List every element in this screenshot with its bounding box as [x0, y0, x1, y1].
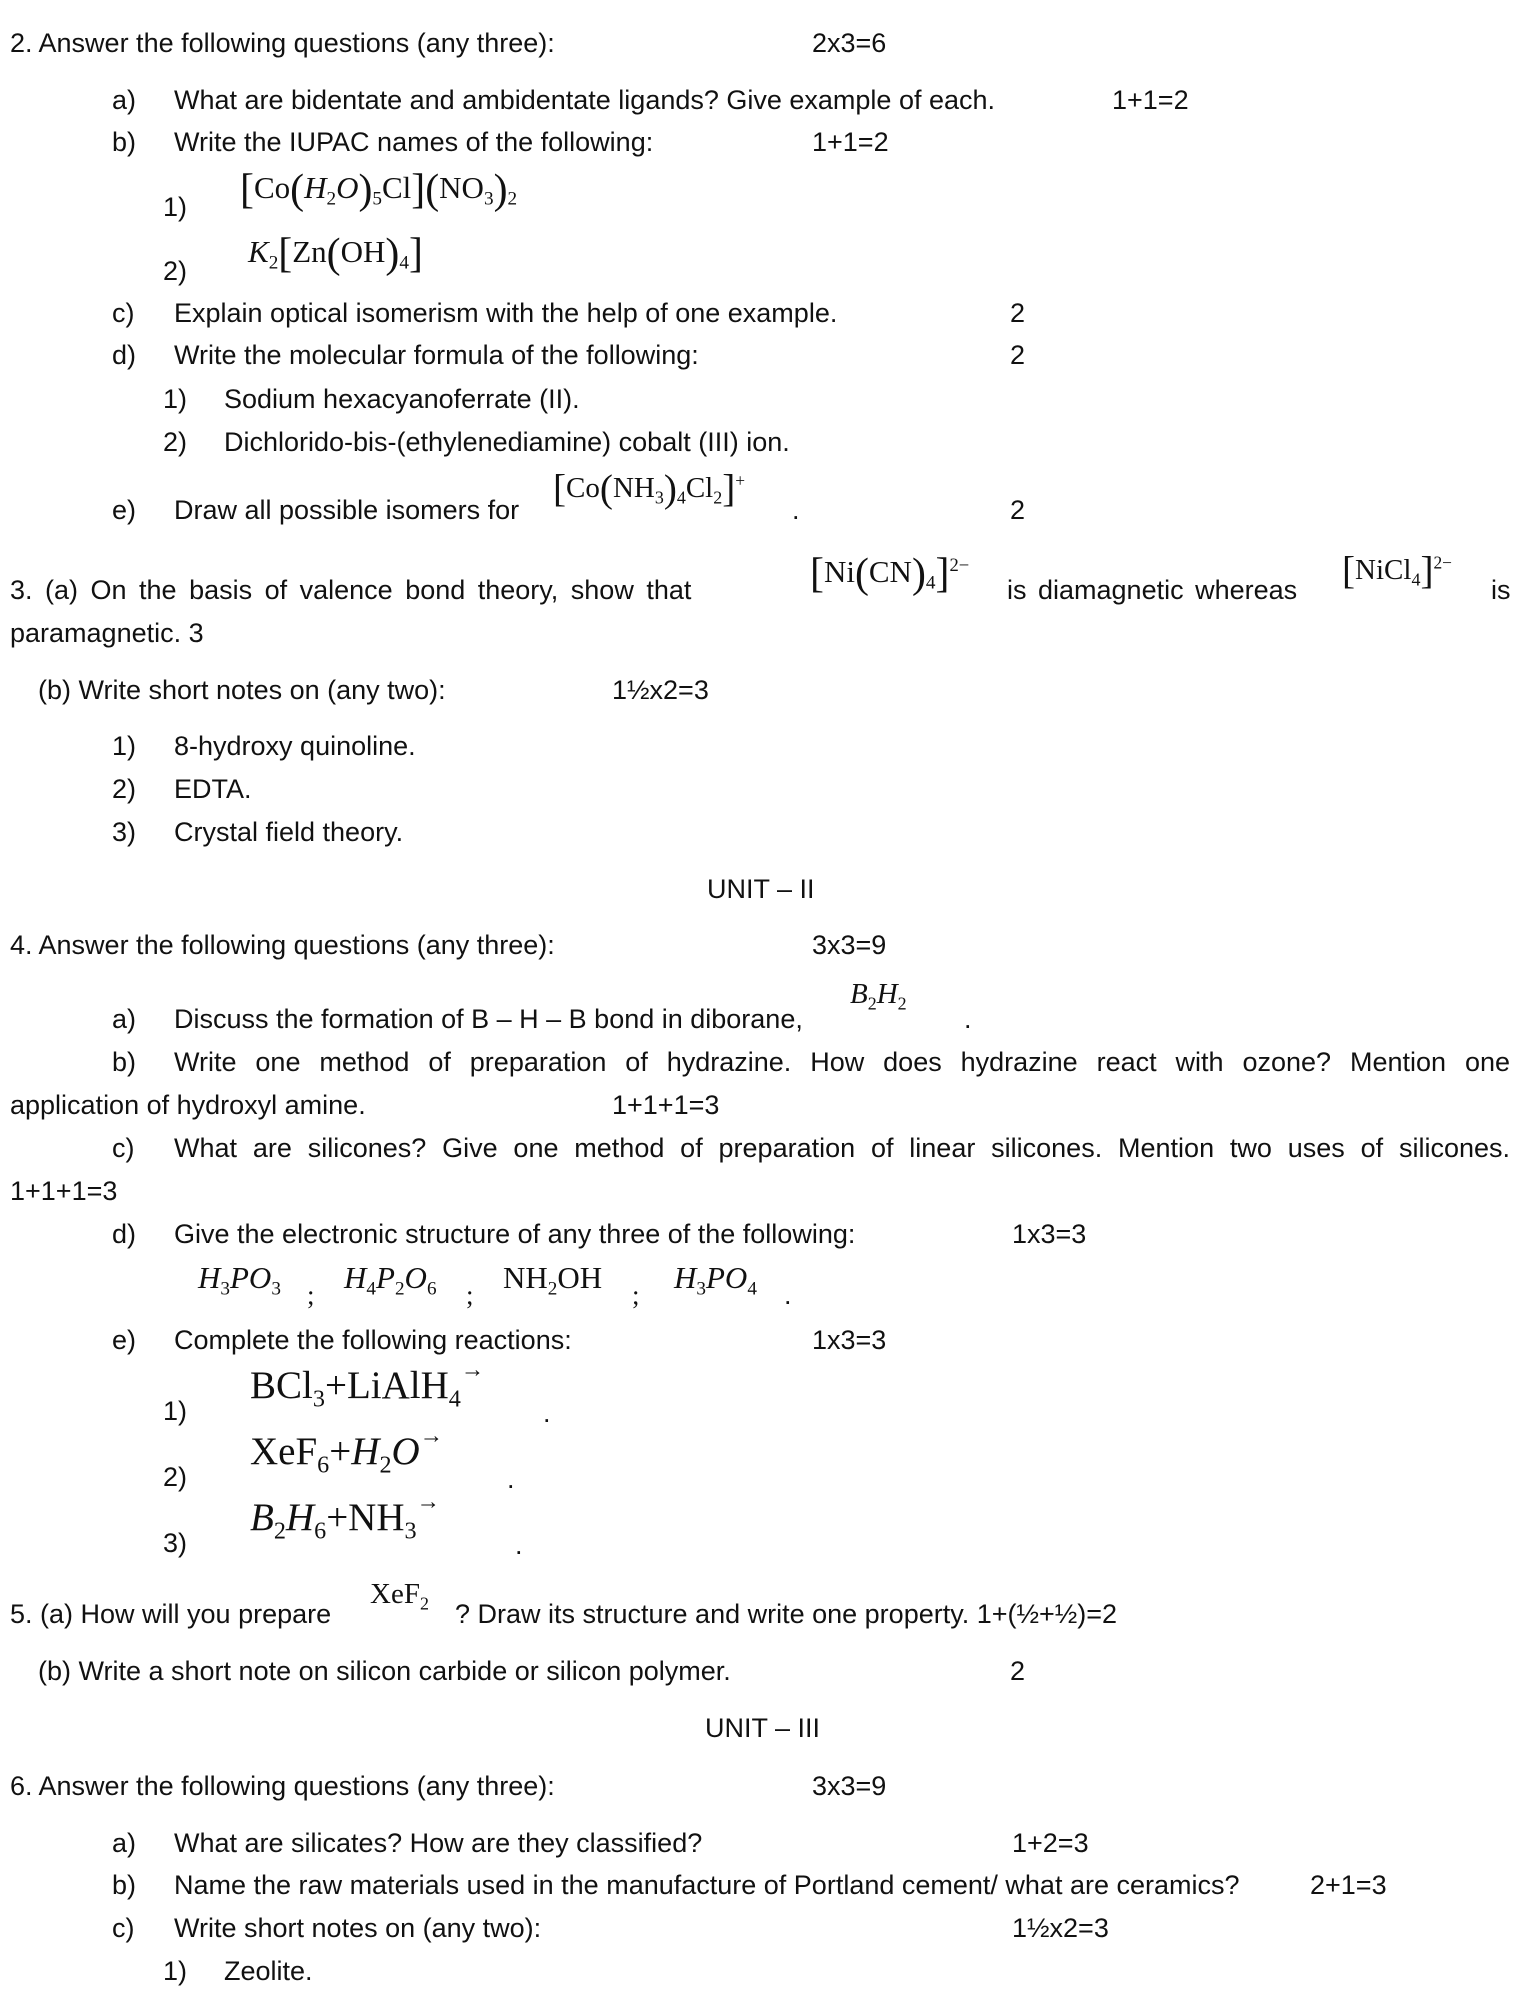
q2b-label: b) — [112, 127, 137, 157]
q3b-item1-text: 8-hydroxy quinoline. — [174, 731, 416, 761]
q6c-marks: 1½x2=3 — [1012, 1913, 1109, 1943]
q4e-text: Complete the following reactions: — [174, 1325, 572, 1355]
q3a-formula1: $[Ni(CN)_4]^{2-}$ — [810, 551, 970, 598]
q4a-formula: $B_2H_2$ — [850, 978, 907, 1014]
q2-heading: 2. Answer the following questions (any three): — [10, 28, 555, 58]
q2b-item2-num: 2) — [163, 256, 188, 286]
q4e-item2-num: 2) — [163, 1462, 188, 1492]
q3b-item3-text: Crystal field theory. — [174, 817, 404, 847]
q4d-marks: 1x3=3 — [1012, 1219, 1087, 1249]
q5a-formula: XeF$_2$ — [370, 1578, 429, 1614]
q2d-text: Write the molecular formula of the following: — [174, 340, 699, 370]
q6c-item1-num: 1) — [163, 1956, 188, 1986]
q4d-formula3: $NH_2OH$ — [503, 1260, 603, 1300]
q2d-item2-text: Dichlorido-bis-(ethylenediamine) cobalt (III) ion. — [224, 427, 790, 457]
unit2-heading: UNIT – II — [707, 874, 815, 904]
q4e-label: e) — [112, 1325, 137, 1355]
q6b-marks: 2+1=3 — [1310, 1870, 1387, 1900]
q2a-label: a) — [112, 85, 137, 115]
q4a-text: Discuss the formation of B – H – B bond in diborane, — [174, 1004, 803, 1034]
q5a-text1: 5. (a) How will you prepare — [10, 1599, 332, 1629]
q2b-item1-num: 1) — [163, 192, 188, 222]
q4d-period: . — [784, 1280, 792, 1310]
q4e-item1-num: 1) — [163, 1396, 188, 1426]
q2e-text: Draw all possible isomers for — [174, 495, 520, 525]
q2c-text: Explain optical isomerism with the help of one example. — [174, 298, 838, 328]
q2d-label: d) — [112, 340, 137, 370]
q4e-item3-period: . — [515, 1530, 523, 1560]
q2a-text: What are bidentate and ambidentate ligands? Give example of each. — [174, 85, 996, 115]
q2d-item2-num: 2) — [163, 427, 188, 457]
q6c-text: Write short notes on (any two): — [174, 1913, 542, 1943]
q6a-text: What are silicates? How are they classified? — [174, 1828, 703, 1858]
q6a-marks: 1+2=3 — [1012, 1828, 1089, 1858]
q3a-text1: 3. (a) On the basis of valence bond theory, show that — [10, 575, 692, 605]
q2e-label: e) — [112, 495, 137, 525]
q6-marks: 3x3=9 — [812, 1771, 887, 1801]
q4b-text: Write one method of preparation of hydrazine. How does hydrazine react with ozone? Mention one — [174, 1047, 1510, 1077]
q6b-text: Name the raw materials used in the manufacture of Portland cement/ what are ceramics? — [174, 1870, 1240, 1900]
q2a-marks: 1+1=2 — [1112, 85, 1189, 115]
q4a-period: . — [964, 1004, 972, 1034]
q6c-item1-text: Zeolite. — [224, 1956, 313, 1986]
q3a-formula2: [NiCl$_4$]$^{2-}$ — [1342, 549, 1452, 593]
q4e-item3-num: 3) — [163, 1528, 188, 1558]
q3a-text3: is — [1491, 575, 1511, 605]
q5b-marks: 2 — [1010, 1656, 1026, 1686]
q4e-item2-formula: $XeF_6+H_2O^\to$ — [250, 1422, 444, 1479]
q4-heading: 4. Answer the following questions (any three): — [10, 930, 555, 960]
q4d-label: d) — [112, 1219, 137, 1249]
q4e-item3-formula: $B_2H_6+NH_3^\to$ — [250, 1488, 440, 1545]
q4d-sep2: ; — [466, 1280, 474, 1310]
q4c-text: What are silicones? Give one method of preparation of linear silicones. Mention two uses of silicones. — [174, 1133, 1510, 1163]
q4a-label: a) — [112, 1004, 137, 1034]
q4b-label: b) — [112, 1047, 137, 1077]
q3a-text2: is diamagnetic whereas — [1007, 575, 1298, 605]
q4c-label: c) — [112, 1133, 135, 1163]
q4-marks: 3x3=9 — [812, 930, 887, 960]
unit3-heading: UNIT – III — [705, 1713, 821, 1743]
q4c-marks: 1+1+1=3 — [10, 1176, 118, 1206]
q2d-item1-text: Sodium hexacyanoferrate (II). — [224, 384, 580, 414]
q2d-marks: 2 — [1010, 340, 1026, 370]
q4d-formula2: $H_4P_2O_6$ — [344, 1260, 437, 1300]
q6c-label: c) — [112, 1913, 135, 1943]
q5b-text: (b) Write a short note on silicon carbide or silicon polymer. — [38, 1656, 731, 1686]
q4e-item1-formula: BCl$_3$+LiAlH$_4$→ — [250, 1356, 485, 1413]
q3a-text4: paramagnetic. 3 — [10, 618, 204, 648]
q2-marks: 2x3=6 — [812, 28, 887, 58]
q3b-marks: 1½x2=3 — [612, 675, 709, 705]
q2b-text: Write the IUPAC names of the following: — [174, 127, 654, 157]
q4e-marks: 1x3=3 — [812, 1325, 887, 1355]
q3b-item2-num: 2) — [112, 774, 137, 804]
q2c-label: c) — [112, 298, 135, 328]
q2e-marks: 2 — [1010, 495, 1026, 525]
q4d-sep1: ; — [307, 1280, 315, 1310]
q6-heading: 6. Answer the following questions (any three): — [10, 1771, 555, 1801]
q4d-sep3: ; — [632, 1280, 640, 1310]
q2e-formula: $[Co(NH_3)_4Cl_2]^+$ — [553, 467, 746, 511]
q4e-item1-period: . — [543, 1398, 551, 1428]
q4d-text: Give the electronic structure of any three of the following: — [174, 1219, 856, 1249]
q4d-formula1: $H_3PO_3$ — [198, 1260, 281, 1300]
q2b-item1-formula: $[Co(H_2O)_5Cl](NO_3)_2$ — [240, 167, 518, 214]
q3b-item3-num: 3) — [112, 817, 137, 847]
q2b-marks: 1+1=2 — [812, 127, 889, 157]
q4b-marks: 1+1+1=3 — [612, 1090, 720, 1120]
q6b-label: b) — [112, 1870, 137, 1900]
q4e-item2-period: . — [507, 1464, 515, 1494]
q5a-text2: ? Draw its structure and write one property. 1+(½+½)=2 — [455, 1599, 1118, 1629]
q3b-item2-text: EDTA. — [174, 774, 252, 804]
q4b-text2: application of hydroxyl amine. — [10, 1090, 366, 1120]
q2b-item2-formula: $K_2[Zn(OH)_4]$ — [248, 231, 423, 278]
q3b-item1-num: 1) — [112, 731, 137, 761]
q2c-marks: 2 — [1010, 298, 1026, 328]
q2d-item1-num: 1) — [163, 384, 188, 414]
q2e-period: . — [792, 495, 800, 525]
q4d-formula4: $H_3PO_4$ — [674, 1260, 757, 1300]
q6a-label: a) — [112, 1828, 137, 1858]
q3b-text: (b) Write short notes on (any two): — [38, 675, 446, 705]
